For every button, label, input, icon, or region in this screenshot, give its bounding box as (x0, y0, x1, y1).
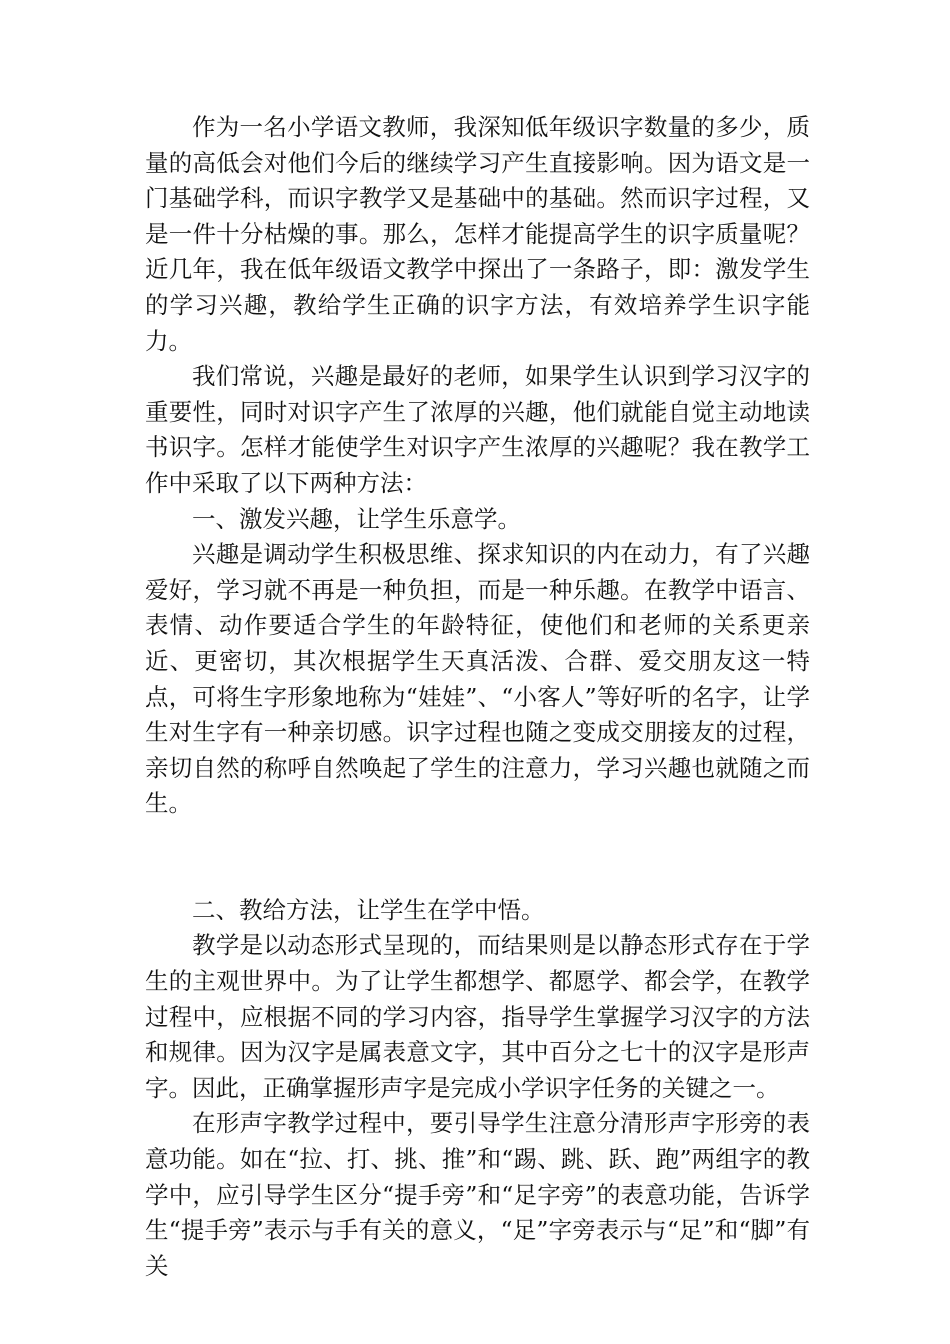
paragraph-section-one: 兴趣是调动学生积极思维、探求知识的内在动力，有了兴趣爱好，学习就不再是一种负担，而是一种乐趣。在教学中语言、表情、动作要适合学生的年龄特征，使他们和老师的关系更亲近、更密切，其次根据学生天真活泼、合群、爱交朋友这一特点，可将生字形象地称为“娃娃”、“小客人”等好听的名字，让学生对生字有一种亲切感。识字过程也随之变成交朋接友的过程，亲切自然的称呼自然唤起了学生的注意力，学习兴趣也就随之而生。 (145, 540, 810, 818)
document-page (145, 110, 810, 1284)
section-gap (145, 822, 810, 893)
section-heading-one: 一、激发兴趣，让学生乐意学。 (192, 504, 521, 533)
section-heading-two: 二、教给方法，让学生在学中悟。 (192, 895, 545, 924)
paragraph-section-two: 教学是以动态形式呈现的，而结果则是以静态形式存在于学生的主观世界中。为了让学生都想学、都愿学、都会学，在教学过程中，应根据不同的学习内容，指导学生掌握学习汉字的方法和规律。因为汉字是属表意文字，其中百分之七十的汉字是形声字。因此，正确掌握形声字是完成小学识字任务的关键之一。 (145, 931, 810, 1102)
paragraph-interest: 我们常说，兴趣是最好的老师，如果学生认识到学习汉字的重要性，同时对识字产生了浓厚的兴趣，他们就能自觉主动地读书识字。怎样才能使学生对识字产生浓厚的兴趣呢？我在教学工作中采取了以下两种方法： (145, 362, 810, 497)
paragraph-intro: 作为一名小学语文教师，我深知低年级识字数量的多少，质量的高低会对他们今后的继续学习产生直接影响。因为语文是一门基础学科，而识字教学又是基础中的基础。然而识字过程，又是一件十分枯燥的事。那么，怎样才能提高学生的识字质量呢？近几年，我在低年级语文教学中探出了一条路子，即：激发学生的学习兴趣，教给学生正确的识字方法，有效培养学生识字能力。 (145, 113, 810, 355)
paragraph-phonetic: 在形声字教学过程中，要引导学生注意分清形声字形旁的表意功能。如在“拉、打、挑、推”和“踢、跳、跃、跑”两组字的教学中，应引导学生区分“提手旁”和“足字旁”的表意功能，告诉学生“提手旁”表示与手有关的意义，“足”字旁表示与“足”和“脚”有关 (145, 1109, 810, 1280)
